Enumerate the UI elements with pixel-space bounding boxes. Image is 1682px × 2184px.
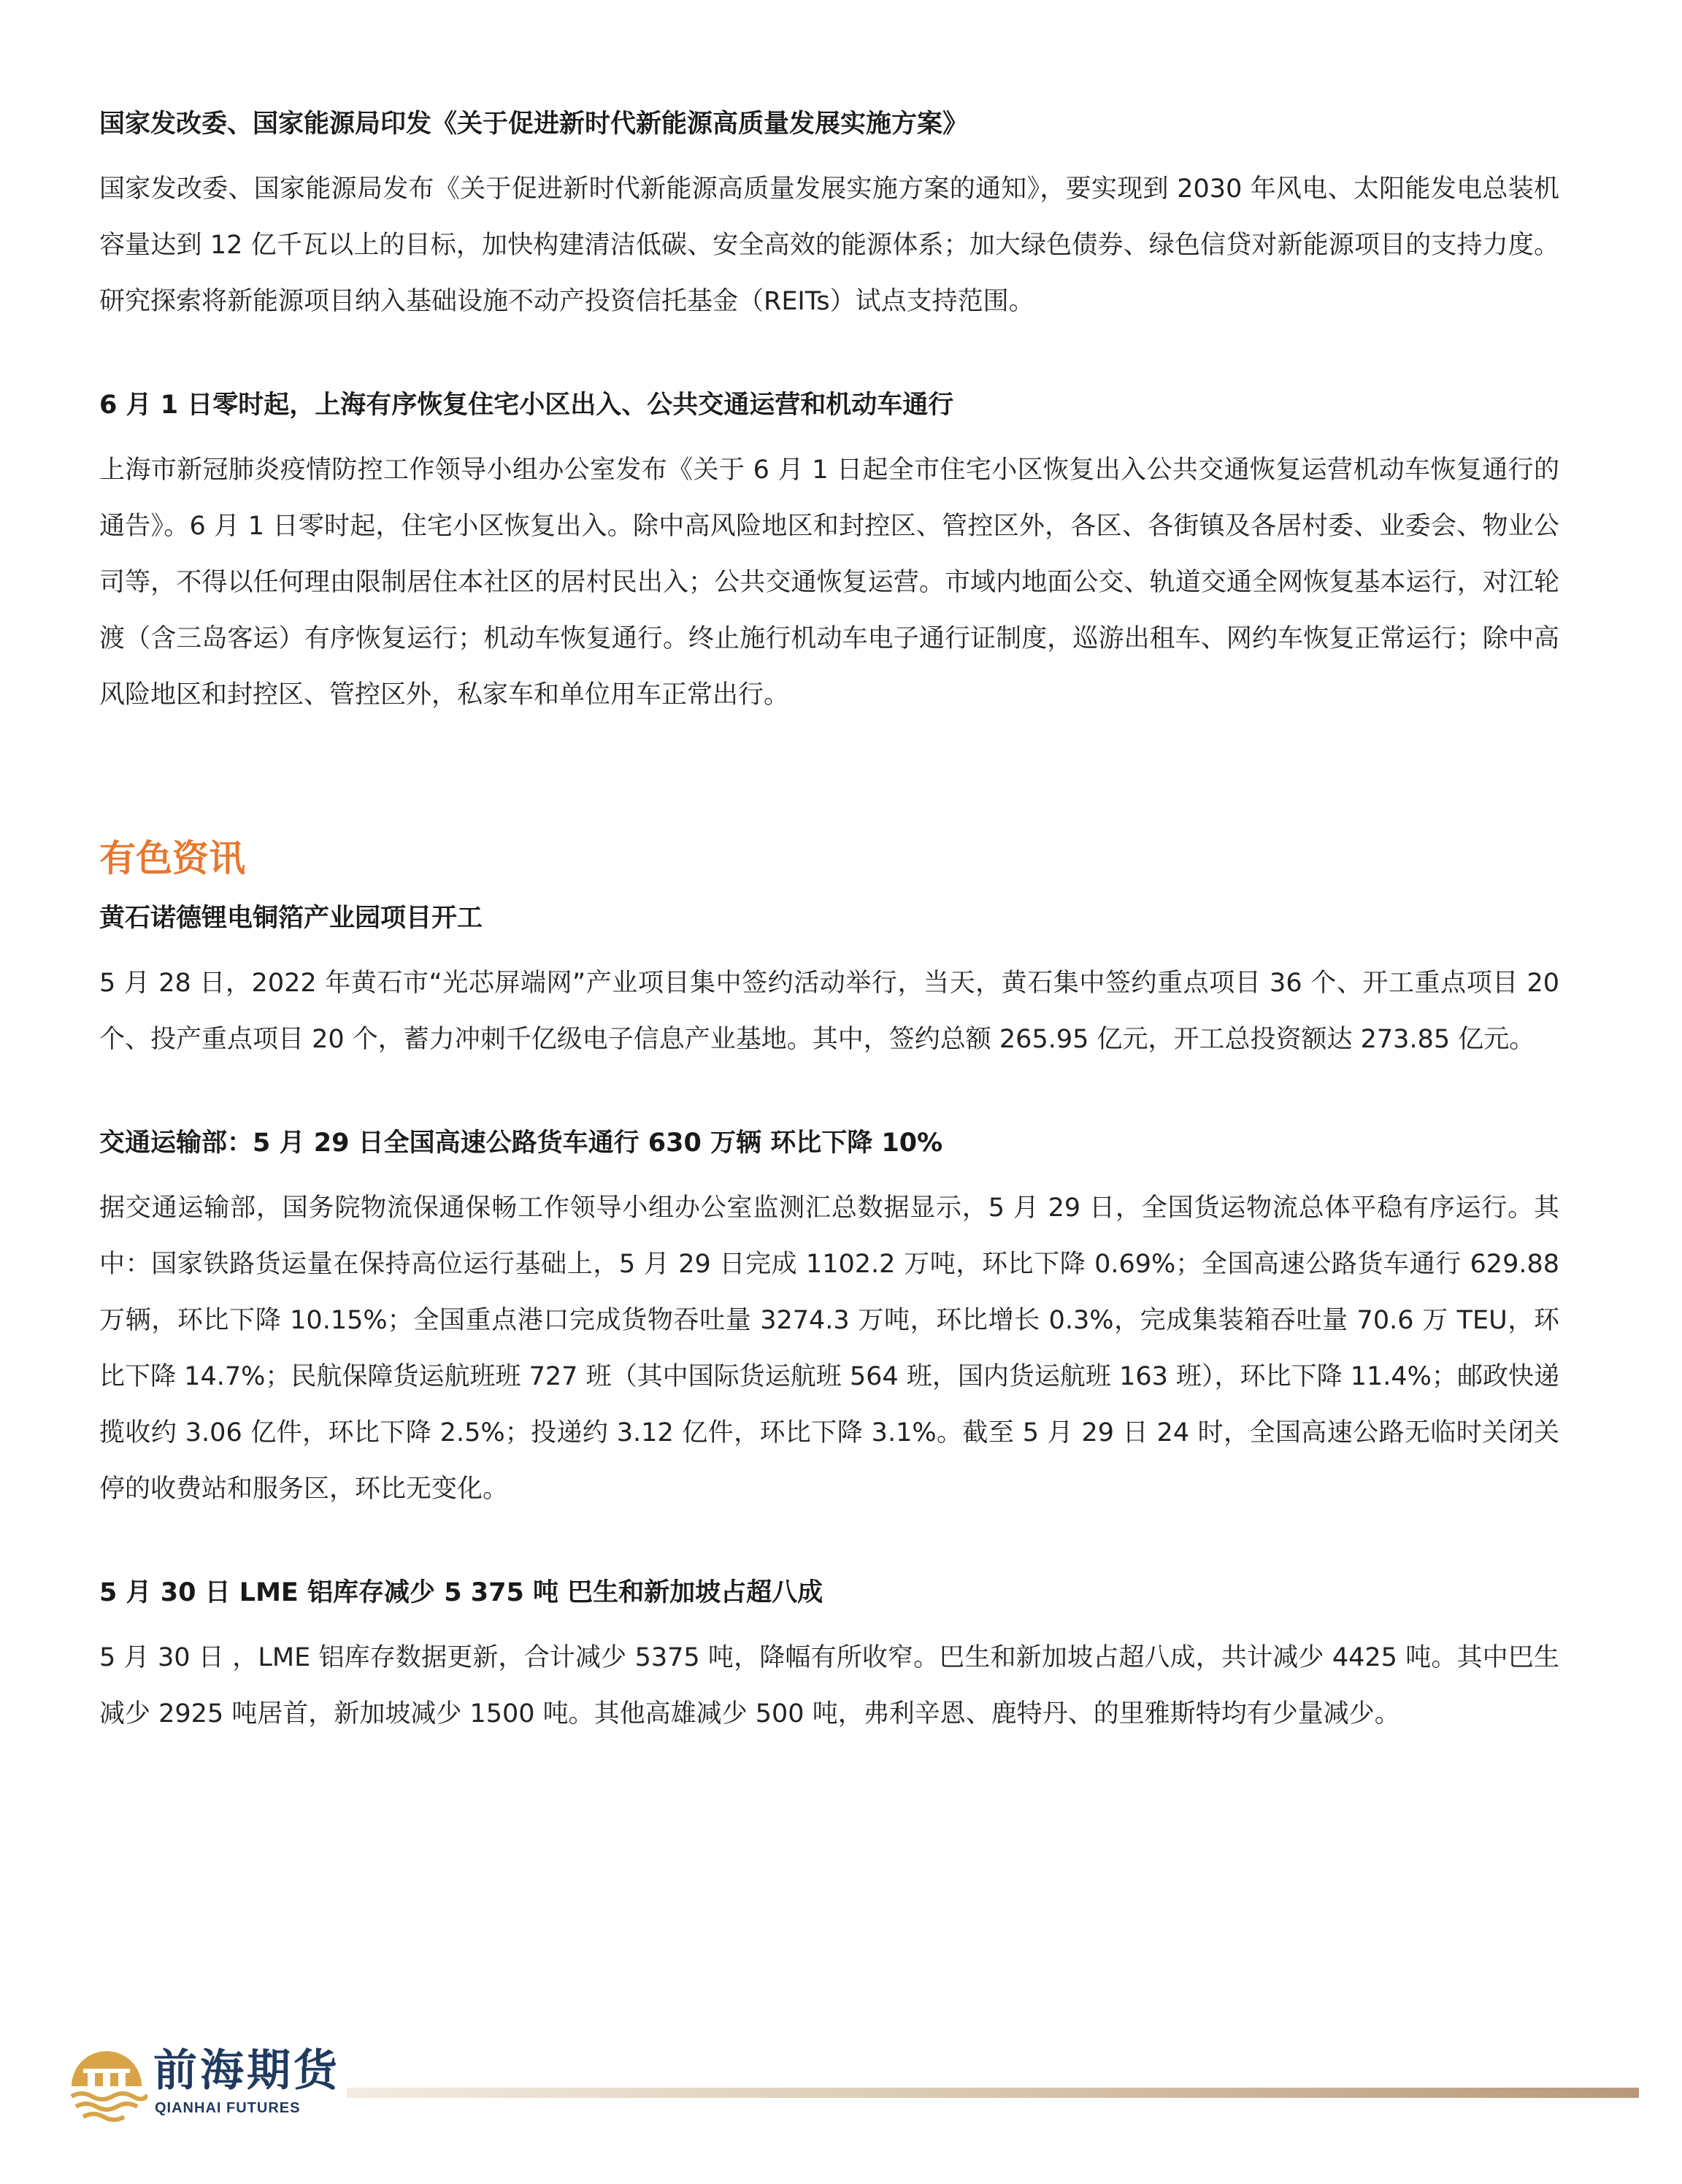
article-title: 交通运输部：5 月 29 日全国高速公路货车通行 630 万辆 环比下降 10% (99, 1128, 943, 1158)
article-body: 上海市新冠肺炎疫情防控工作领导小组办公室发布《关于 6 月 1 日起全市住宅小区恢复出入公共交通恢复运营机动车恢复通行的通告》。6 月 1 日零时起，住宅小区恢复出入。除中高风险地区和封控区、管控区外，各区、各街镇及各居村委、业委会、物业公司等，不得以任何理由限制居住本社区的居村民出入；公共交通恢复运营。市域内地面公交、轨道交通全网恢复基本运行，对江轮渡（含三岛客运）有序恢复运行；机动车恢复通行。终止施行机动车电子通行证制度，巡游出租车、网约车恢复正常运行；除中高风险地区和封控区、管控区外，私家车和单位用车正常出行。 (99, 455, 1559, 710)
article (99, 1125, 1559, 1518)
article (99, 900, 1559, 1068)
article-body: 据交通运输部，国务院物流保通保畅工作领导小组办公室监测汇总数据显示，5 月 29 日，全国货运物流总体平稳有序运行。其中：国家铁路货运量在保持高位运行基础上，5 月 29 日完成 1102.2 万吨，环比下降 0.69%；全国高速公路货车通行 629.88 万辆，环比下降 10.15%；全国重点港口完成货物吞吐量 3274.3 万吨，环比增长 0.3%，完成集装箱吞吐量 70.6 万 TEU，环比下降 14.7%；民航保障货运航班班 727 班（其中国际货运航班 564 班，国内货运航班 163 班），环比下降 11.4%；邮政快递揽收约 3.06 亿件，环比下降 2.5%；投递约 3.12 亿件，环比下降 3.1%。截至 5 月 29 日 24 时，全国高速公路无临时关闭关停的收费站和服务区，环比无变化。 (99, 1193, 1559, 1504)
article (99, 1574, 1559, 1742)
article (99, 387, 1559, 723)
article-title: 国家发改委、国家能源局印发《关于促进新时代新能源高质量发展实施方案》 (99, 109, 969, 139)
footer-divider (347, 2088, 1639, 2098)
article-body: 5 月 30 日 ，LME 铝库存数据更新，合计减少 5375 吨，降幅有所收窄。巴生和新加坡占超八成，共计减少 4425 吨。其中巴生减少 2925 吨居首，新加坡减少 1500 吨。其他高雄减少 500 吨，弗利辛恩、鹿特丹、的里雅斯特均有少量减少。 (99, 1643, 1559, 1729)
article (99, 106, 1559, 330)
article-title: 6 月 1 日零时起，上海有序恢复住宅小区出入、公共交通运营和机动车通行 (99, 391, 954, 420)
article-body: 5 月 28 日，2022 年黄石市“光芯屏端网”产业项目集中签约活动举行，当天，黄石集中签约重点项目 36 个、开工重点项目 20 个、投产重点项目 20 个，蓄力冲刺千亿级电子信息产业基地。其中，签约总额 265.95 亿元，开工总投资额达 273.85 亿元。 (99, 969, 1559, 1054)
document-content (99, 106, 1559, 1742)
article-title: 黄石诺德锂电铜箔产业园项目开工 (99, 904, 483, 933)
article-body: 国家发改委、国家能源局发布《关于促进新时代新能源高质量发展实施方案的通知》，要实现到 2030 年风电、太阳能发电总装机容量达到 12 亿千瓦以上的目标，加快构建清洁低碳、安全高效的能源体系；加大绿色债券、绿色信贷对新能源项目的支持力度。研究探索将新能源项目纳入基础设施不动产投资信托基金（REITs）试点支持范围。 (99, 174, 1559, 316)
logo-text-en: QIANHAI FUTURES (155, 2100, 301, 2116)
page-footer (66, 2044, 1584, 2131)
article-title: 5 月 30 日 LME 铝库存减少 5 375 吨 巴生和新加坡占超八成 (99, 1578, 823, 1607)
logo-text-cn: 前海期货 (153, 2045, 340, 2096)
section-title: 有色资讯 (99, 837, 245, 880)
qianhai-logo-icon (66, 2044, 147, 2126)
